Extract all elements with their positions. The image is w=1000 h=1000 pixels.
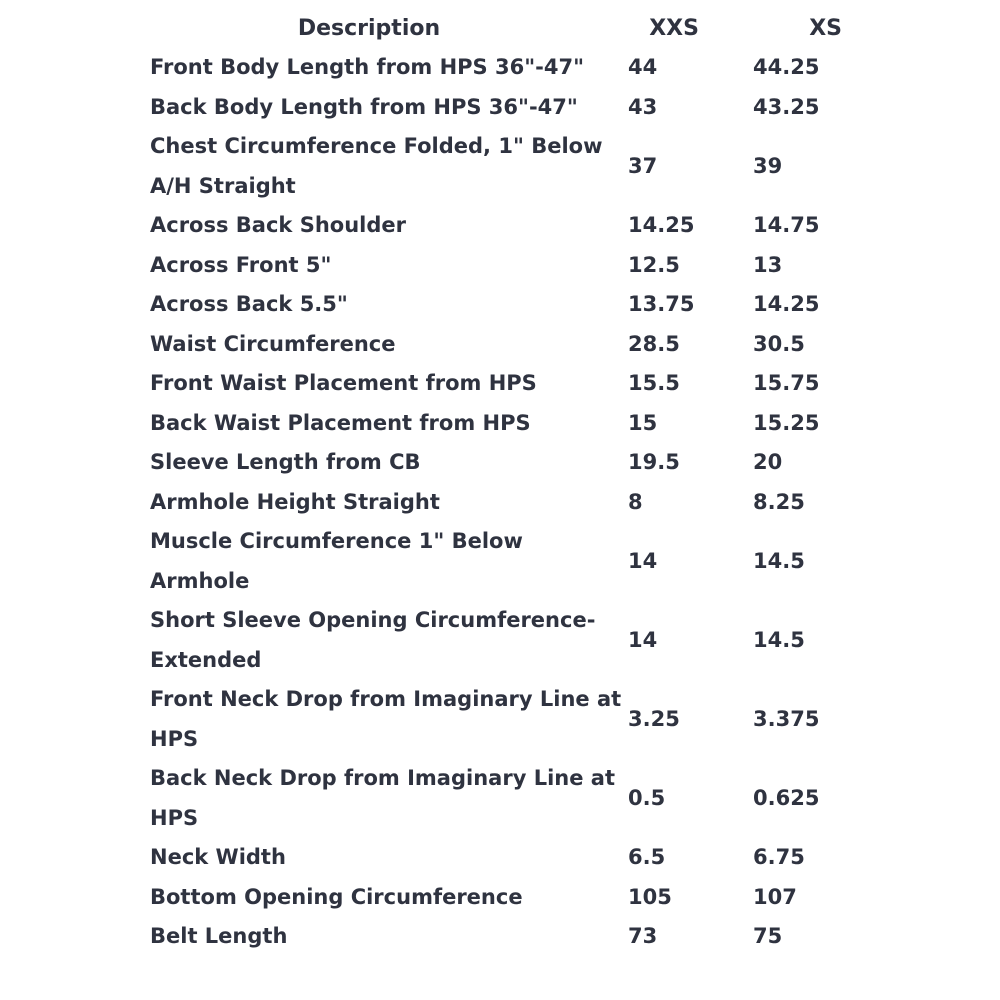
measurement-description: Short Sleeve Opening Circumference- Extended xyxy=(150,608,596,672)
table-row xyxy=(150,917,870,957)
value-xxs: 105 xyxy=(628,884,672,909)
header-size-xxs: XXS xyxy=(649,15,699,41)
value-xs: 14.5 xyxy=(753,627,805,652)
table-row xyxy=(150,838,870,878)
value-xs: 8.25 xyxy=(753,489,805,514)
table-body xyxy=(150,48,870,957)
measurement-description: Front Body Length from HPS 36"-47" xyxy=(150,55,585,79)
table-row xyxy=(150,680,870,759)
measurement-description: Armhole Height Straight xyxy=(150,489,440,514)
value-xs: 43.25 xyxy=(753,94,820,119)
value-xs: 15.25 xyxy=(753,410,820,435)
table-row xyxy=(150,325,870,365)
measurement-description: Across Front 5" xyxy=(150,252,332,277)
value-xxs: 15 xyxy=(628,410,658,435)
value-xs: 14.75 xyxy=(753,213,820,237)
measurement-description: Bottom Opening Circumference xyxy=(150,884,523,909)
value-xxs: 73 xyxy=(628,924,658,948)
table-row xyxy=(150,404,870,444)
measurement-description: Belt Length xyxy=(150,924,288,948)
table-row xyxy=(150,206,870,246)
value-xs: 20 xyxy=(753,450,783,474)
measurement-description: Chest Circumference Folded, 1" Below A/H Straight xyxy=(150,134,603,198)
table-row xyxy=(150,285,870,325)
table-row xyxy=(150,443,870,483)
value-xs: 13 xyxy=(753,252,783,277)
value-xs: 75 xyxy=(753,924,783,948)
table-row xyxy=(150,483,870,523)
value-xxs: 14 xyxy=(628,627,658,652)
measurement-description: Neck Width xyxy=(150,845,286,869)
value-xs: 14.25 xyxy=(753,292,820,316)
value-xxs: 6.5 xyxy=(628,845,666,869)
size-spec-table xyxy=(150,8,870,957)
value-xs: 3.375 xyxy=(753,706,820,731)
measurement-description: Front Waist Placement from HPS xyxy=(150,371,537,395)
table-row xyxy=(150,364,870,404)
header-row xyxy=(150,8,870,48)
table-row xyxy=(150,127,870,206)
value-xxs: 8 xyxy=(628,489,643,514)
table-row xyxy=(150,48,870,88)
value-xs: 14.5 xyxy=(753,548,805,573)
table-row xyxy=(150,601,870,680)
measurement-description: Back Neck Drop from Imaginary Line at HPS xyxy=(150,766,615,830)
value-xxs: 14 xyxy=(628,548,658,573)
value-xxs: 43 xyxy=(628,94,658,119)
table-row xyxy=(150,878,870,918)
value-xs: 44.25 xyxy=(753,55,820,79)
value-xs: 107 xyxy=(753,884,797,909)
value-xxs: 37 xyxy=(628,153,658,178)
value-xs: 6.75 xyxy=(753,845,805,869)
value-xxs: 12.5 xyxy=(628,252,680,277)
table-header xyxy=(150,8,870,48)
value-xxs: 3.25 xyxy=(628,706,680,731)
value-xxs: 15.5 xyxy=(628,371,680,395)
table-row xyxy=(150,88,870,128)
measurement-description: Across Back 5.5" xyxy=(150,292,348,316)
value-xxs: 14.25 xyxy=(628,213,695,237)
measurement-description: Back Waist Placement from HPS xyxy=(150,410,531,435)
table-row xyxy=(150,522,870,601)
table-row xyxy=(150,246,870,286)
measurement-description: Back Body Length from HPS 36"-47" xyxy=(150,94,578,119)
measurement-description: Waist Circumference xyxy=(150,331,396,356)
measurement-description: Across Back Shoulder xyxy=(150,213,406,237)
value-xxs: 19.5 xyxy=(628,450,680,474)
value-xs: 39 xyxy=(753,153,783,178)
value-xxs: 44 xyxy=(628,55,658,79)
value-xxs: 0.5 xyxy=(628,785,666,810)
value-xs: 15.75 xyxy=(753,371,820,395)
measurement-description: Sleeve Length from CB xyxy=(150,450,421,474)
value-xs: 0.625 xyxy=(753,785,820,810)
header-size-xs: XS xyxy=(809,15,842,41)
table-row xyxy=(150,759,870,838)
value-xxs: 13.75 xyxy=(628,292,695,316)
measurement-description: Front Neck Drop from Imaginary Line at HPS xyxy=(150,687,622,751)
value-xxs: 28.5 xyxy=(628,331,680,356)
measurement-description: Muscle Circumference 1" Below Armhole xyxy=(150,529,523,593)
value-xs: 30.5 xyxy=(753,331,805,356)
header-description: Description xyxy=(297,15,441,41)
